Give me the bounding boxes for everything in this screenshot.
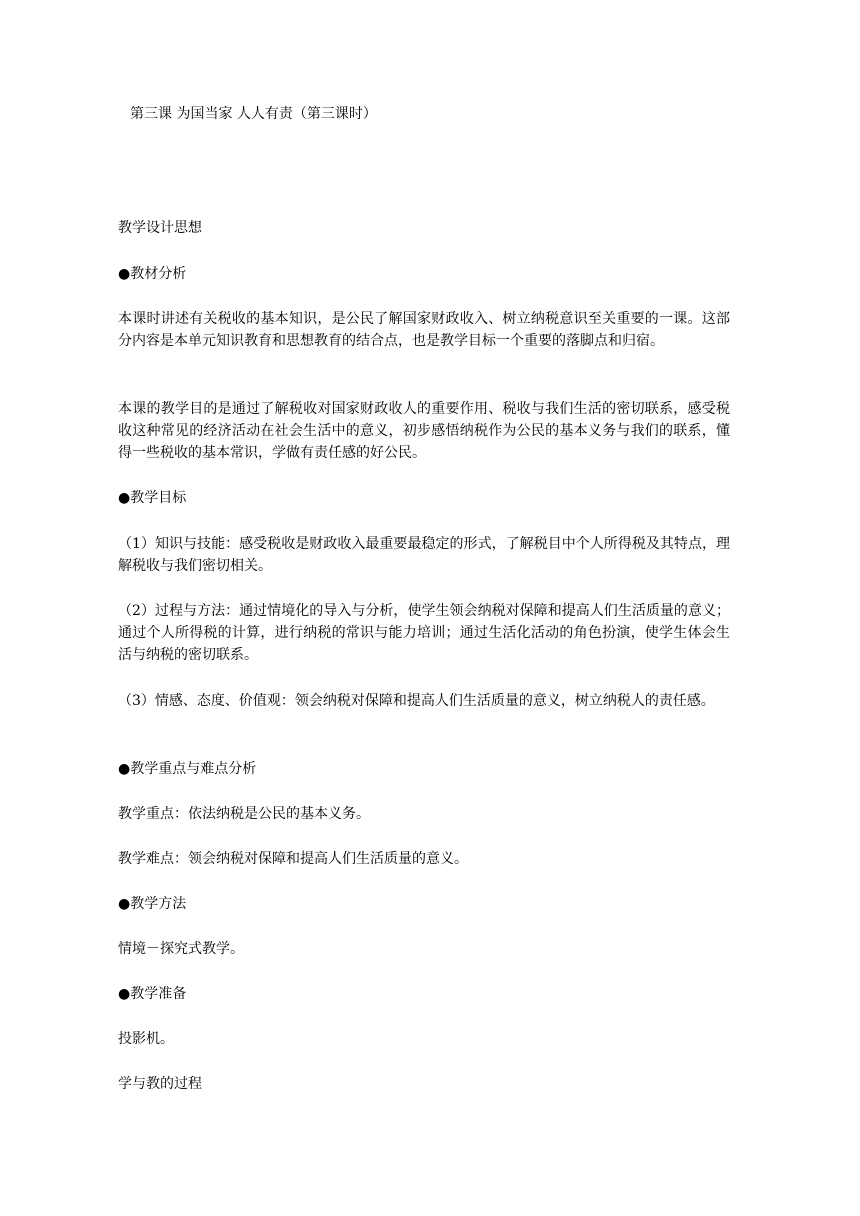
section-heading-label: 教学准备 [130,986,187,1002]
goal-item-2: （2）过程与方法：通过情境化的导入与分析，使学生领会纳税对保障和提高人们生活质量的意义；通过个人所得税的计算，进行纳税的常识与能力培训；通过生活化活动的角色扮演，使学生体会生活与纳税的密切联系。 [118,603,730,663]
section-heading-label: 教学方法 [130,896,187,912]
process-heading: 学与教的过程 [118,1076,202,1092]
bullet-icon: ● [118,986,131,1002]
section-heading-method [118,893,186,915]
bullet-icon: ● [118,266,131,282]
method-text: 情境－探究式教学。 [118,941,244,957]
teaching-focus: 教学重点：依法纳税是公民的基本义务。 [118,806,370,822]
bullet-icon: ● [118,896,131,912]
section-heading-goals [118,487,186,509]
section-heading-material [118,263,186,285]
goal-item-1: （1）知识与技能：感受税收是财政收入最重要最稳定的形式，了解税目中个人所得税及其特点，理解税收与我们密切相关。 [118,536,730,574]
bullet-icon: ● [118,490,131,506]
lesson-title: 第三课 为国当家 人人有责（第三课时） [130,106,377,122]
goal-item-3: （3）情感、态度、价值观：领会纳税对保障和提高人们生活质量的意义，树立纳税人的责任感。 [118,693,715,709]
section-heading-label: 教材分析 [130,266,187,282]
design-heading: 教学设计思想 [118,220,202,236]
bullet-icon: ● [118,761,131,777]
section-heading-preparation [118,983,186,1005]
preparation-text: 投影机。 [118,1031,174,1047]
section-heading-label: 教学重点与难点分析 [130,761,257,777]
teaching-difficulty: 教学难点：领会纳税对保障和提高人们生活质量的意义。 [118,851,468,867]
section-heading-label: 教学目标 [130,490,187,506]
material-paragraph-2: 本课的教学目的是通过了解税收对国家财政收人的重要作用、税收与我们生活的密切联系，感受税收这种常见的经济活动在社会生活中的意义，初步感悟纳税作为公民的基本义务与我们的联系，懂得一些税收的基本常识，学做有责任感的好公民。 [118,401,730,461]
section-heading-key-points [118,758,256,780]
material-paragraph-1: 本课时讲述有关税收的基本知识，是公民了解国家财政收入、树立纳税意识至关重要的一课。这部分内容是本单元知识教育和思想教育的结合点，也是教学目标一个重要的落脚点和归宿。 [118,311,730,349]
